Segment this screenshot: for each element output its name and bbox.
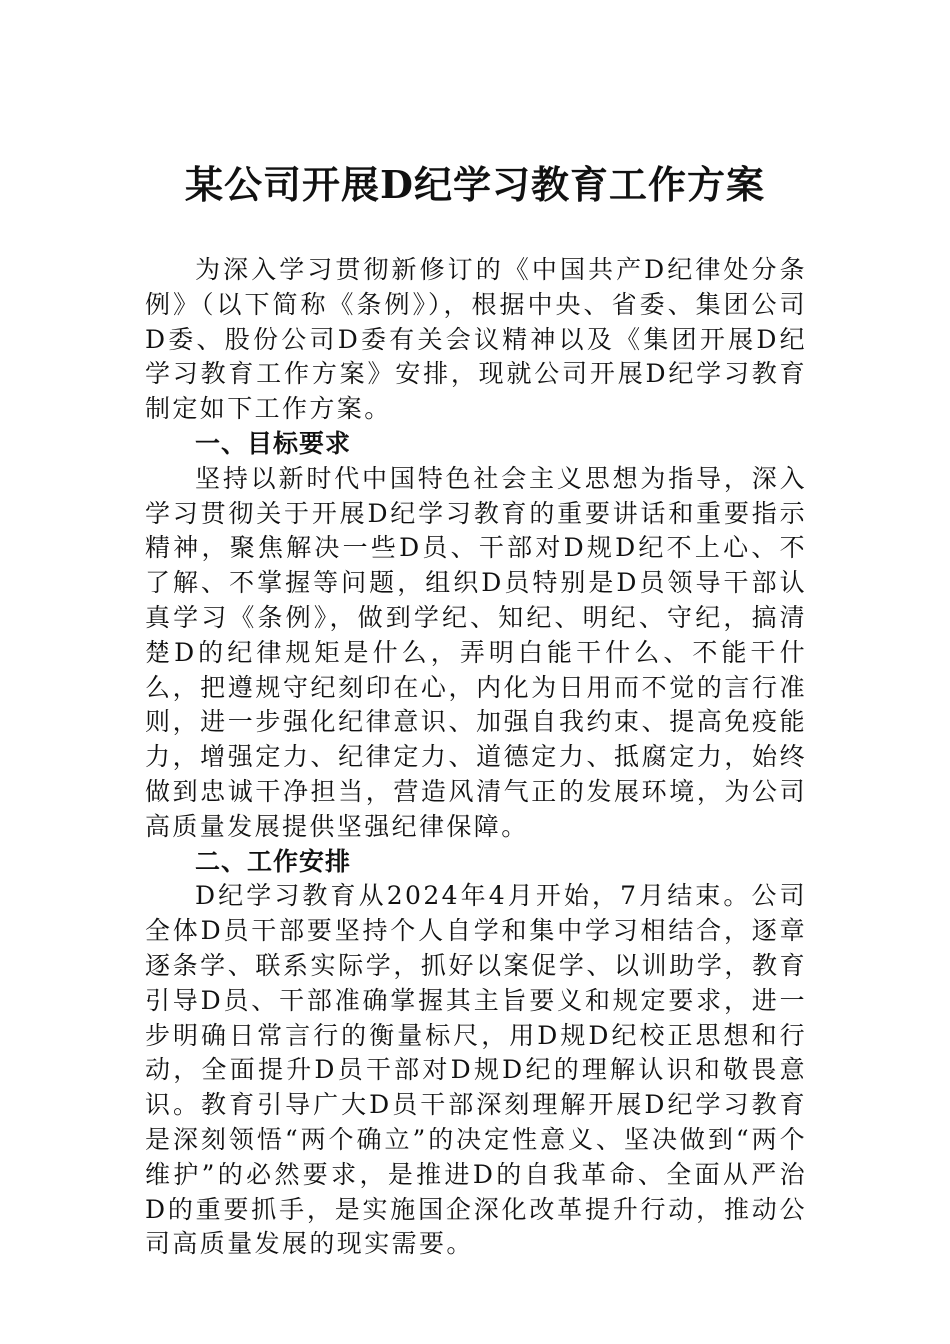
document-title: 某公司开展D纪学习教育工作方案 [185,162,765,207]
document-body [145,253,807,1262]
section-heading-goals: 一、目标要求 [195,428,352,458]
section-paragraph-goals: 坚持以新时代中国特色社会主义思想为指导，深入学习贯彻关于开展D纪学习教育的重要讲话和重要指示精神，聚焦解决一些D员、干部对D规D纪不上心、不了解、不掌握等问题，组织D员特别是D员领导干部认真学习《条例》，做到学纪、知纪、明纪、守纪，搞清楚D的纪律规矩是什么，弄明白能干什么、不能干什么，把遵规守纪刻印在心，内化为日用而不觉的言行准则，进一步强化纪律意识、加强自我约束、提高免疫能力，增强定力、纪律定力、道德定力、抵腐定力，始终做到忠诚干净担当，营造风清气正的发展环境，为公司高质量发展提供坚强纪律保障。 [145,463,807,841]
intro-paragraph: 为深入学习贯彻新修订的《中国共产D纪律处分条例》（以下简称《条例》），根据中央、省委、集团公司D委、股份公司D委有关会议精神以及《集团开展D纪学习教育工作方案》安排，现就公司开展D纪学习教育制定如下工作方案。 [145,255,807,424]
section-paragraph-arrangement: D纪学习教育从2024年4月开始，7月结束。公司全体D员干部要坚持个人自学和集中学习相结合，逐章逐条学、联系实际学，抓好以案促学、以训助学，教育引导D员、干部准确掌握其主旨要义和规定要求，进一步明确日常言行的衡量标尺，用D规D纪校正思想和行动，全面提升D员干部对D规D纪的理解认识和敬畏意识。教育引导广大D员干部深刻理解开展D纪学习教育是深刻领悟“两个确立”的决定性意义、坚决做到“两个维护”的必然要求，是推进D的自我革命、全面从严治D的重要抓手，是实施国企深化改革提升行动，推动公司高质量发展的现实需要。 [145,881,807,1259]
section-heading-arrangement: 二、工作安排 [195,846,352,876]
